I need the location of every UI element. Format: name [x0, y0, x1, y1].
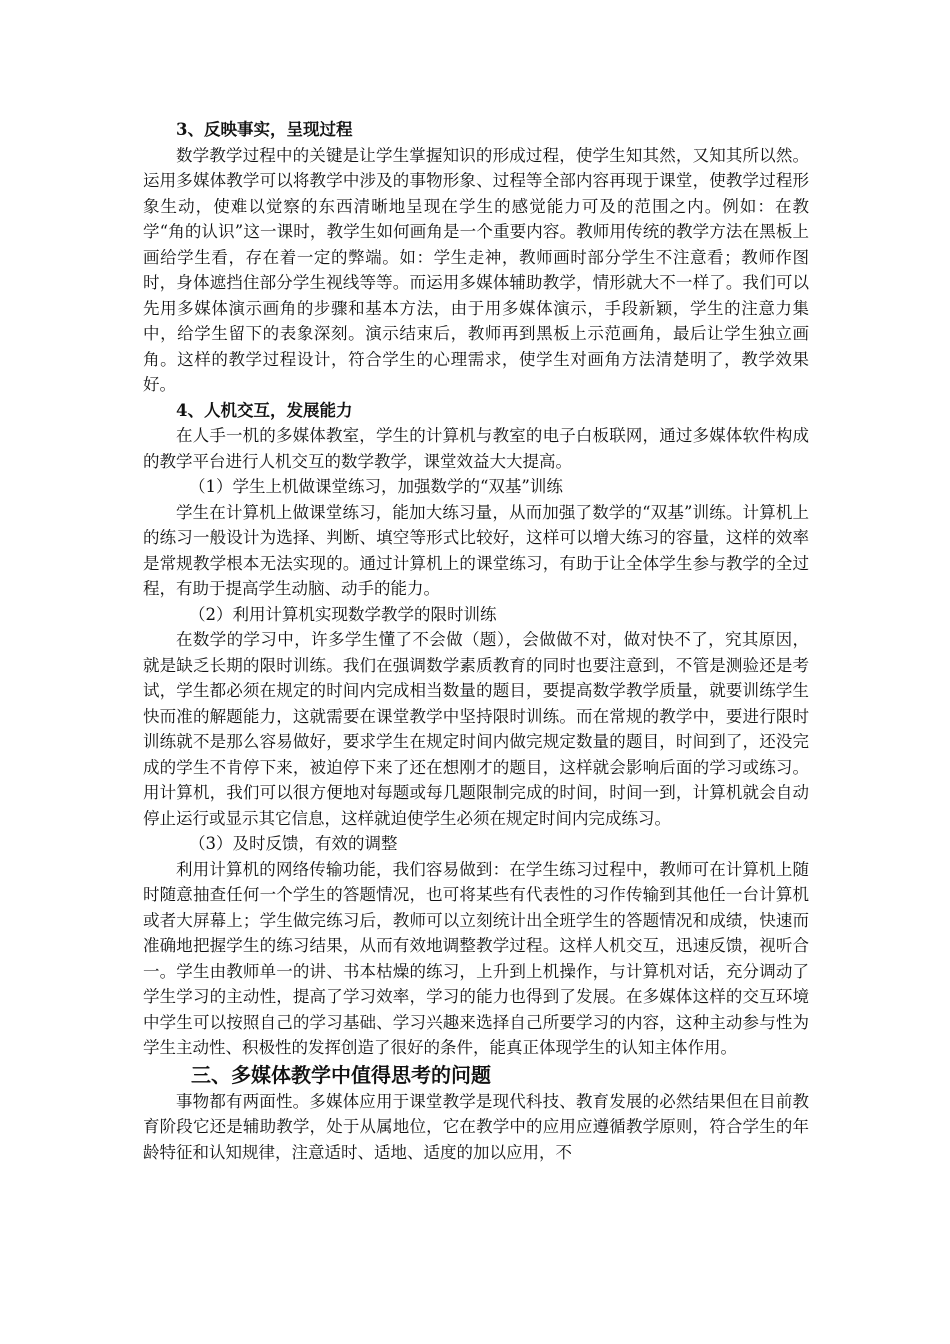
paragraph-section-3: 事物都有两面性。多媒体应用于课堂教学是现代科技、教育发展的必然结果但在目前教育阶段它还是辅助教学，处于从属地位，它在教学中的应用应遵循教学原则，符合学生的年龄特征和认知规律，注意适时、适地、适度的加以应用，不: [143, 1091, 809, 1162]
paragraph-sub-3: 利用计算机的网络传输功能，我们容易做到：在学生练习过程中，教师可在计算机上随时随意抽查任何一个学生的答题情况，也可将某些有代表性的习作传输到其他任一台计算机或者大屏幕上；学生做完练习后，教师可以立刻统计出全班学生的答题情况和成绩，快速而准确地把握学生的练习结果，从而有效地调整教学过程。这样人机交互，迅速反馈，视听合一。学生由教师单一的讲、书本枯燥的练习，上升到上机操作，与计算机对话，充分调动了学生学习的主动性，提高了学习效率，学习的能力也得到了发展。在多媒体这样的交互环境中学生可以按照自己的学习基础、学习兴趣来选择自己所要学习的内容，这种主动参与性为学生主动性、积极性的发挥创造了很好的条件，能真正体现学生的认知主体作用。: [143, 859, 809, 1057]
paragraph-3: 数学教学过程中的关键是让学生掌握知识的形成过程，使学生知其然，又知其所以然。运用多媒体教学可以将教学中涉及的事物形象、过程等全部内容再现于课堂，使教学过程形象生动，使难以觉察的东西清晰地呈现在学生的感觉能力可及的范围之内。例如：在教学“角的认识”这一课时，教学生如何画角是一个重要内容。教师用传统的教学方法在黑板上画给学生看，存在着一定的弊端。如：学生走神，教师画时部分学生不注意看；教师作图时，身体遮挡住部分学生视线等等。而运用多媒体辅助教学，情形就大不一样了。我们可以先用多媒体演示画角的步骤和基本方法，由于用多媒体演示，手段新颖，学生的注意力集中，给学生留下的表象深刻。演示结束后，教师再到黑板上示范画角，最后让学生独立画角。这样的教学过程设计，符合学生的心理需求，使学生对画角方法清楚明了，教学效果好。: [143, 145, 809, 394]
paragraph-sub-1: 学生在计算机上做课堂练习，能加大练习量，从而加强了数学的“双基”训练。计算机上的练习一般设计为选择、判断、填空等形式比较好，这样可以增大练习的容量，这样的效率是常规教学根本无法实现的。通过计算机上的课堂练习，有助于让全体学生参与教学的全过程，有助于提高学生动脑、动手的能力。: [143, 502, 809, 598]
subheading-1: （1）学生上机做课堂练习，加强数学的“双基”训练: [189, 477, 563, 496]
document-page: [143, 117, 809, 1165]
paragraph-sub-2: 在数学的学习中，许多学生懂了不会做（题），会做做不对，做对快不了，究其原因，就是缺乏长期的限时训练。我们在强调数学素质教育的同时也要注意到，不管是测验还是考试，学生都必须在规定的时间内完成相当数量的题目，要提高数学教学质量，就要训练学生快而准的解题能力，这就需要在课堂教学中坚持限时训练。而在常规的教学中，要进行限时训练就不是那么容易做好，要求学生在规定时间内做完规定数量的题目，时间到了，还没完成的学生不肯停下来，被迫停下来了还在想刚才的题目，这样就会影响后面的学习或练习。用计算机，我们可以很方便地对每题或每几题限制完成的时间，时间一到，计算机就会自动停止运行或显示其它信息，这样就迫使学生必须在规定时间内完成练习。: [143, 630, 809, 828]
subheading-2: （2）利用计算机实现数学教学的限时训练: [189, 604, 497, 624]
section-heading-3: 三、多媒体教学中值得思考的问题: [191, 1062, 491, 1087]
subheading-3: （3）及时反馈，有效的调整: [189, 834, 398, 853]
paragraph-4: 在人手一机的多媒体教室，学生的计算机与教室的电子白板联网，通过多媒体软件构成的教学平台进行人机交互的数学教学，课堂效益大大提高。: [143, 426, 809, 471]
heading-4: 4、人机交互，发展能力: [176, 400, 353, 420]
heading-3: 3、反映事实，呈现过程: [176, 120, 353, 139]
